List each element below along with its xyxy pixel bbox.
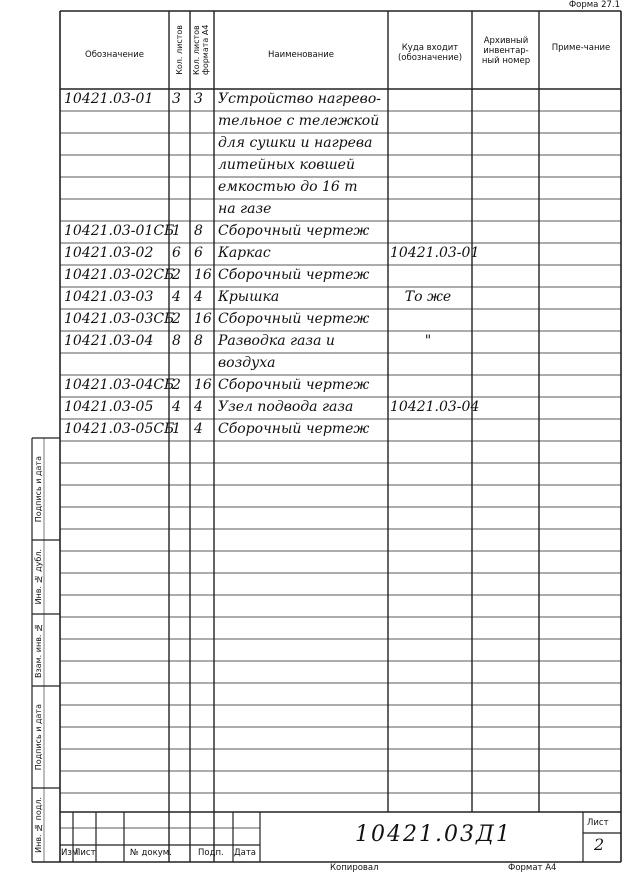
title-podp: Подп. xyxy=(198,848,224,858)
sheet-label: Лист xyxy=(587,818,609,828)
form-label: Форма 27.1 xyxy=(568,0,620,10)
header-sheets-a4: Кол. листов формата А4 xyxy=(192,24,210,76)
cell-name: Сборочный чертеж xyxy=(218,311,370,327)
cell-sheets: 4 xyxy=(172,399,181,415)
cell-sheets: 3 xyxy=(172,91,181,107)
cell-sheets: 6 xyxy=(172,245,181,261)
header-where-used: Куда входит (обозначение) xyxy=(397,43,463,63)
cell-name: Сборочный чертеж xyxy=(218,223,370,239)
header-note: Приме-чание xyxy=(551,43,611,53)
cell-sheets: 1 xyxy=(172,223,181,239)
cell-name: Сборочный чертеж xyxy=(218,377,370,393)
cell-where-used: 10421.03-01 xyxy=(390,245,480,261)
cell-where-used: То же xyxy=(404,289,452,305)
cell-designation: 10421.03-02 xyxy=(64,245,154,261)
cell-where-used: " xyxy=(424,333,432,349)
cell-designation: 10421.03-01 xyxy=(64,91,154,107)
cell-name: Узел подвода газа xyxy=(218,399,354,415)
side-label-inv-dubl: Инв. № дубл. xyxy=(33,549,43,605)
cell-sheets: 4 xyxy=(172,289,181,305)
title-data: Дата xyxy=(234,848,257,858)
footer-format: Формат А4 xyxy=(508,863,557,873)
side-label-podpis-top: Подпись и дата xyxy=(33,455,43,523)
cell-designation: 10421.03-03СБ xyxy=(64,311,175,327)
cell-name: воздуха xyxy=(218,355,276,371)
title-list: Лист xyxy=(74,848,96,858)
title-izm: Изм xyxy=(61,848,79,858)
cell-designation: 10421.03-02СБ xyxy=(64,267,175,283)
cell-a4: 4 xyxy=(194,399,203,415)
cell-name: Устройство нагрево- xyxy=(218,91,381,107)
side-label-podpis-bottom: Подпись и дата xyxy=(33,703,43,771)
cell-a4: 16 xyxy=(194,377,212,393)
cell-name: Крышка xyxy=(218,289,280,305)
cell-name: тельное с тележкой xyxy=(218,113,380,129)
cell-sheets: 2 xyxy=(172,311,181,327)
cell-sheets: 1 xyxy=(172,421,181,437)
cell-name: литейных ковшей xyxy=(218,157,355,173)
cell-a4: 3 xyxy=(194,91,203,107)
cell-sheets: 2 xyxy=(172,267,181,283)
cell-designation: 10421.03-03 xyxy=(64,289,154,305)
cell-name: Сборочный чертеж xyxy=(218,421,370,437)
cell-a4: 6 xyxy=(194,245,203,261)
cell-designation: 10421.03-05 xyxy=(64,399,154,415)
cell-a4: 4 xyxy=(194,421,203,437)
cell-designation: 10421.03-05СБ xyxy=(64,421,175,437)
header-archive-no: Архивный инвентар-ный номер xyxy=(481,36,531,66)
cell-sheets: 8 xyxy=(172,333,181,349)
cell-a4: 16 xyxy=(194,267,212,283)
cell-name: на газе xyxy=(218,201,272,217)
cell-where-used: 10421.03-04 xyxy=(390,399,480,415)
footer-copied: Копировал xyxy=(330,863,379,873)
document-code: 10421.03Д1 xyxy=(355,822,512,847)
cell-name: емкостью до 16 т xyxy=(218,179,358,195)
cell-name: Сборочный чертеж xyxy=(218,267,370,283)
sheet-number: 2 xyxy=(594,835,605,854)
title-doc-no: № докум. xyxy=(130,848,172,858)
header-sheets-count: Кол. листов xyxy=(175,25,184,75)
side-label-inv-podl: Инв. № подл. xyxy=(33,797,43,853)
side-label-vzam-inv: Взам. инв. № xyxy=(33,622,43,678)
cell-a4: 8 xyxy=(194,223,203,239)
cell-sheets: 2 xyxy=(172,377,181,393)
header-name: Наименование xyxy=(267,50,335,60)
cell-designation: 10421.03-04СБ xyxy=(64,377,175,393)
cell-designation: 10421.03-04 xyxy=(64,333,154,349)
cell-name: для сушки и нагрева xyxy=(218,135,373,151)
cell-a4: 4 xyxy=(194,289,203,305)
cell-a4: 8 xyxy=(194,333,203,349)
cell-name: Каркас xyxy=(218,245,271,261)
header-designation: Обозначение xyxy=(85,50,144,60)
cell-name: Разводка газа и xyxy=(218,333,335,349)
cell-designation: 10421.03-01СБ xyxy=(64,223,175,239)
cell-a4: 16 xyxy=(194,311,212,327)
